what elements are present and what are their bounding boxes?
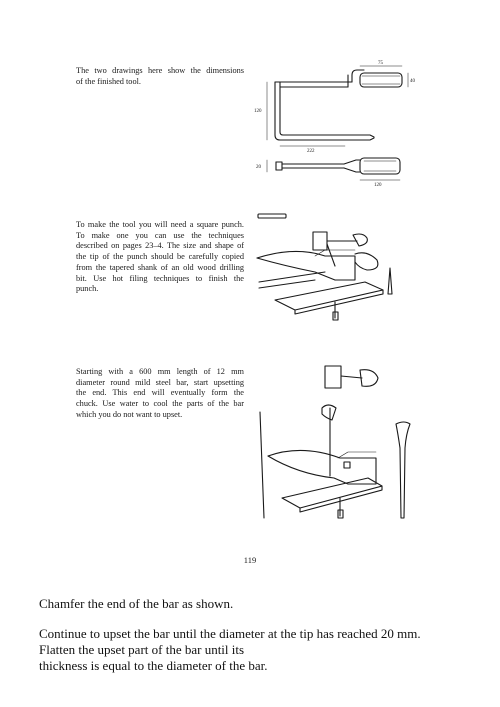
paragraph-dimensions: [76, 66, 244, 87]
text-line: chuck. Use water to cool the parts of the bar: [76, 399, 244, 409]
text-line: bit. Use hot filing techniques to finish the: [76, 273, 244, 283]
dim-label: 20: [256, 165, 261, 170]
brace-dimension-drawing: [252, 60, 422, 200]
text-line: of the finished tool.: [76, 76, 141, 86]
text-line: To make the tool you will need a square punch.: [76, 220, 244, 229]
text-line: from the tapered shank of an old wood drilling: [76, 262, 244, 272]
upsetting-illustration: [252, 358, 422, 528]
caption-line: Chamfer the end of the bar as shown.: [39, 596, 234, 611]
text-line: the end. This end will eventually form the: [76, 388, 244, 398]
text-line: To make one you can use the techniques: [76, 230, 244, 240]
paragraph-upset: [76, 367, 244, 421]
text-line: diameter round mild steel bar, start upsetting: [76, 377, 244, 387]
dim-label: 40: [410, 79, 415, 84]
page-number: 119: [243, 555, 257, 565]
punch-anvil-illustration: [255, 210, 405, 330]
caption-line: Flatten the upset part of the bar until its: [39, 642, 245, 657]
text-line: which you do not want to upset.: [76, 409, 183, 419]
caption-line: Continue to upset the bar until the diameter at the tip has reached 20 mm.: [39, 626, 421, 641]
punch-icon: [258, 214, 286, 218]
text-line: Starting with a 600 mm length of 12 mm: [76, 367, 244, 376]
text-line: described on pages 23–4. The size and shape of: [76, 241, 244, 251]
caption-line: thickness is equal to the diameter of the bar.: [39, 658, 268, 673]
hammer-icon: [313, 232, 327, 250]
text-line: The two drawings here show the dimensions: [76, 66, 244, 75]
dim-label: 120: [374, 183, 382, 188]
dim-label: 120: [254, 109, 262, 114]
dim-label: 222: [307, 149, 315, 154]
steel-bar-icon: [260, 412, 264, 518]
text-line: punch.: [76, 284, 99, 294]
paragraph-punch: [76, 220, 244, 295]
text-line: the tip of the punch should be carefully copied: [76, 252, 244, 262]
dim-label: 75: [378, 61, 383, 66]
hammer-icon: [325, 366, 341, 388]
